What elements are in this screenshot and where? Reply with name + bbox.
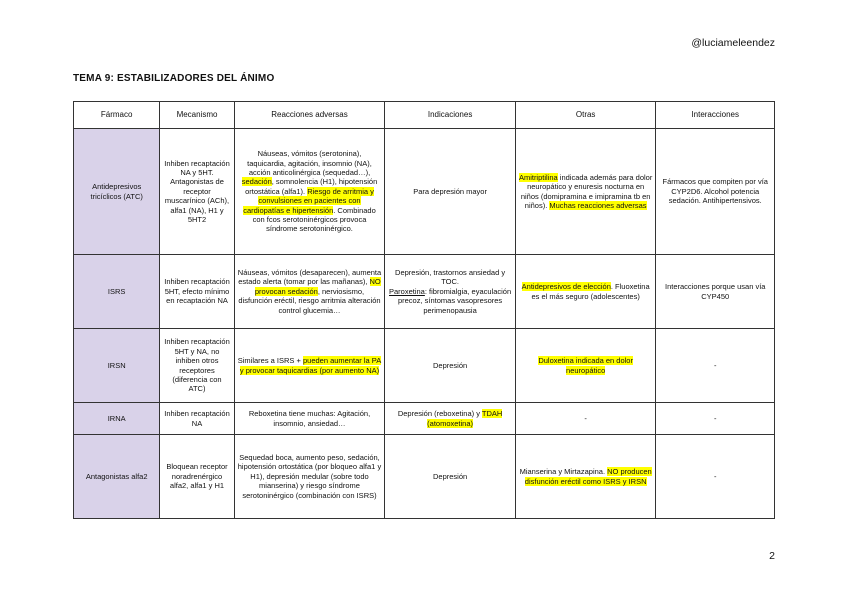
others-cell: -: [515, 403, 656, 435]
page-title: TEMA 9: ESTABILIZADORES DEL ÁNIMO: [73, 73, 275, 84]
indications-cell: Depresión, trastornos ansiedad y TOC. Paroxetina: fibromialgia, eyaculación precoz, síntomas vasopresores perimenopausia: [385, 255, 516, 329]
indications-cell: Depresión: [385, 435, 516, 519]
mechanism-cell: Inhiben recaptación NA y 5HT. Antagonistas de receptor muscarínico (ACh), alfa1 (NA), H1 y 5HT2: [160, 129, 234, 255]
others-cell: Antidepresivos de elección. Fluoxetina es el más seguro (adolescentes): [515, 255, 656, 329]
others-cell: Mianserina y Mirtazapina. NO producen disfunción eréctil como ISRS y IRSN: [515, 435, 656, 519]
adverse-cell: Similares a ISRS + pueden aumentar la PA y provocar taquicardias (por aumento NA): [234, 329, 385, 403]
header-otras: Otras: [515, 102, 656, 129]
adverse-cell: Reboxetina tiene muchas: Agitación, insomnio, ansiedad…: [234, 403, 385, 435]
drug-cell: Antagonistas alfa2: [74, 435, 160, 519]
interactions-cell: Fármacos que compiten por vía CYP2D6. Alcohol potencia sedación. Antihipertensivos.: [656, 129, 775, 255]
others-cell: Duloxetina indicada en dolor neuropático: [515, 329, 656, 403]
page-number: 2: [769, 550, 775, 562]
table-row: [74, 255, 775, 329]
mechanism-cell: Inhiben recaptación NA: [160, 403, 234, 435]
drug-cell: IRSN: [74, 329, 160, 403]
header-mecanismo: Mecanismo: [160, 102, 234, 129]
author-handle: @luciameleendez: [691, 37, 775, 49]
drug-cell: Antidepresivos tricíclicos (ATC): [74, 129, 160, 255]
indications-cell: Depresión: [385, 329, 516, 403]
indications-cell: Depresión (reboxetina) y TDAH (atomoxetina): [385, 403, 516, 435]
table-row: [74, 129, 775, 255]
drug-table: [73, 101, 775, 519]
mechanism-cell: Inhiben recaptación 5HT, efecto mínimo en recaptación NA: [160, 255, 234, 329]
indications-cell: Para depresión mayor: [385, 129, 516, 255]
header-indicaciones: Indicaciones: [385, 102, 516, 129]
interactions-cell: Interacciones porque usan vía CYP450: [656, 255, 775, 329]
mechanism-cell: Bloquean receptor noradrenérgico alfa2, alfa1 y H1: [160, 435, 234, 519]
adverse-cell: Náuseas, vómitos (desaparecen), aumenta estado alerta (tomar por las mañanas), NO provocan sedación, nerviosismo, disfunción eréctil, riesgo arritmia alteración control glucemia…: [234, 255, 385, 329]
mechanism-cell: Inhiben recaptación 5HT y NA, no inhiben otros receptores (diferencia con ATC): [160, 329, 234, 403]
header-interacciones: Interacciones: [656, 102, 775, 129]
table-row: [74, 435, 775, 519]
drug-cell: ISRS: [74, 255, 160, 329]
drug-cell: IRNA: [74, 403, 160, 435]
adverse-cell: Sequedad boca, aumento peso, sedación, hipotensión ortostática (por bloqueo alfa1 y H1), depresión medular (sobre todo mianserina) y riesgo síndrome serotoninérgico (combinación con ISRS): [234, 435, 385, 519]
header-farmaco: Fármaco: [74, 102, 160, 129]
interactions-cell: -: [656, 329, 775, 403]
table-row: [74, 329, 775, 403]
table-header-row: [74, 102, 775, 129]
interactions-cell: -: [656, 435, 775, 519]
others-cell: Amitriptilina indicada además para dolor neuropático y enuresis nocturna en niños (domipramina e imipramina tb en niños). Muchas reacciones adversas: [515, 129, 656, 255]
interactions-cell: -: [656, 403, 775, 435]
header-reacciones: Reacciones adversas: [234, 102, 385, 129]
table-row: [74, 403, 775, 435]
adverse-cell: Náuseas, vómitos (serotonina), taquicardia, agitación, insomnio (NA), acción anticolinérgica (sequedad…), sedación, somnolencia (H1), hipotensión ortostática (alfa1). Riesgo de arritmia y convulsiones en pacientes con cardiopatías e hipertensión. Combinado con fcos serotoninérgicos provoca síndrome serotoninérgico.: [234, 129, 385, 255]
